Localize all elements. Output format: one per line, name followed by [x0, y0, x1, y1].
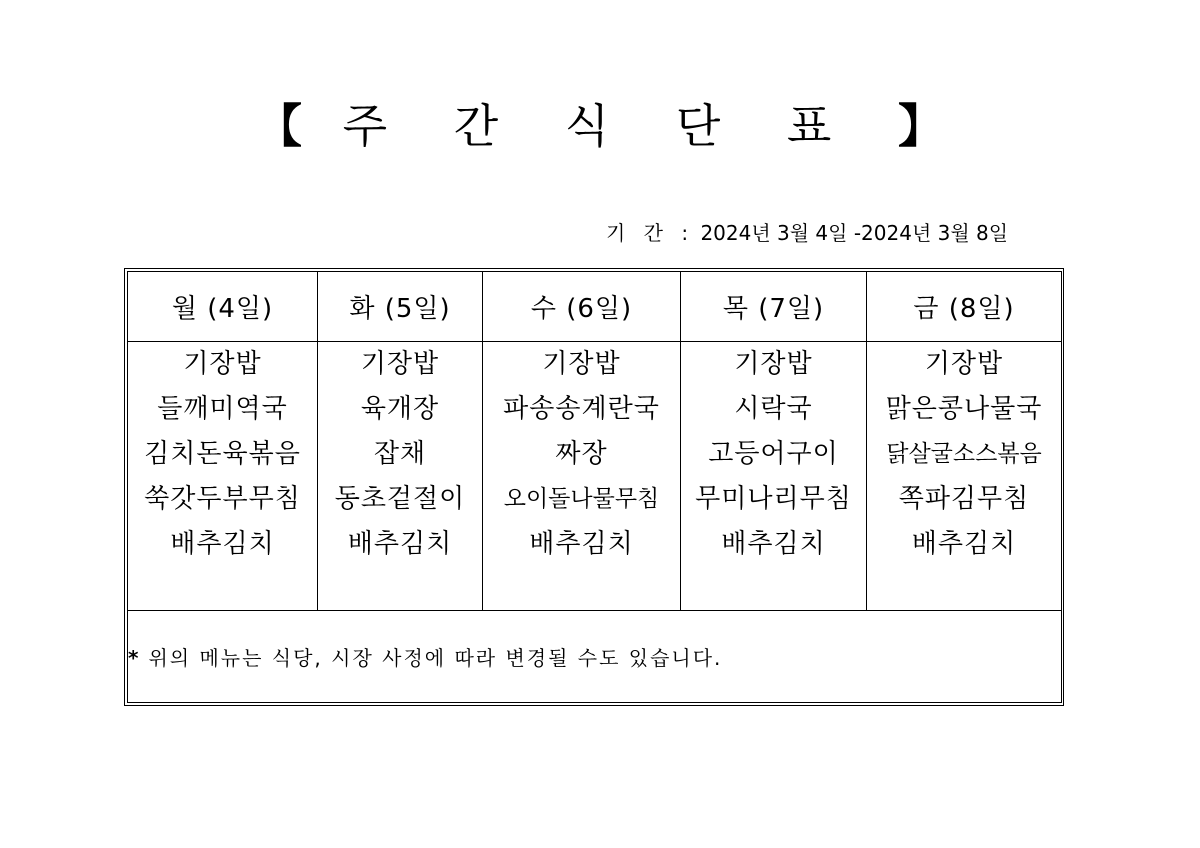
menu-note [128, 610, 1062, 702]
dish-item: 배추김치 [170, 529, 275, 560]
dish-item: 오이돌나물무침 [503, 486, 660, 513]
day-header-row [128, 272, 1062, 342]
dish-item: 동초겉절이 [334, 484, 466, 515]
dish-item: 기장밥 [734, 349, 813, 380]
dish-cell-thu [681, 342, 867, 611]
dish-item: 고등어구이 [708, 439, 839, 470]
note-text: 위의 메뉴는 식당, 시장 사정에 따라 변경될 수도 있습니다. [148, 645, 723, 670]
dish-item: 들깨미역국 [157, 394, 288, 425]
dish-cell-wed [483, 342, 681, 611]
dish-item: 쑥갓두부무침 [144, 484, 301, 515]
dish-item: 김치돈육볶음 [144, 439, 301, 470]
day-header-fri: 금 (8일) [867, 272, 1062, 342]
dish-item: 쪽파김무침 [898, 484, 1030, 515]
note-asterisk: * [128, 645, 141, 670]
dish-item: 잡채 [373, 439, 427, 470]
period-label: 기 간 : [606, 221, 695, 245]
dish-item: 배추김치 [721, 529, 826, 560]
dish-item: 무미나리무침 [695, 484, 852, 515]
day-header-mon: 월 (4일) [128, 272, 318, 342]
title-text: 주 간 식 단 표 [342, 99, 858, 153]
dish-item: 맑은콩나물국 [885, 394, 1043, 425]
dish-item: 짜장 [555, 439, 608, 470]
dish-item: 기장밥 [183, 349, 262, 380]
dish-item: 파송송계란국 [503, 394, 660, 425]
dish-item: 배추김치 [347, 529, 453, 560]
weekly-menu-table [127, 271, 1062, 703]
dish-cell-tue [318, 342, 483, 611]
dish-cell-mon [128, 342, 318, 611]
title-open-bracket: 【 [256, 99, 303, 153]
title-close-bracket: 】 [897, 99, 944, 153]
dish-item: 기장밥 [360, 349, 440, 380]
day-header-wed: 수 (6일) [483, 272, 681, 342]
note-row [128, 610, 1062, 702]
day-header-thu: 목 (7일) [681, 272, 867, 342]
day-header-tue: 화 (5일) [318, 272, 483, 342]
dish-item: 닭살굴소스볶음 [886, 441, 1042, 468]
dish-item: 기장밥 [542, 349, 621, 380]
dish-cell-fri [867, 342, 1062, 611]
dish-row [128, 342, 1062, 611]
dish-item: 육개장 [360, 394, 440, 425]
dish-item: 시락국 [734, 394, 813, 425]
dish-item: 배추김치 [529, 529, 634, 560]
dish-item: 배추김치 [911, 529, 1017, 560]
period-value: 2024년 3월 4일 -2024년 3월 8일 [700, 221, 1009, 245]
menu-table-frame [124, 268, 1064, 706]
document-title [0, 98, 1200, 154]
menu-period [606, 220, 1008, 246]
dish-item: 기장밥 [924, 349, 1004, 380]
